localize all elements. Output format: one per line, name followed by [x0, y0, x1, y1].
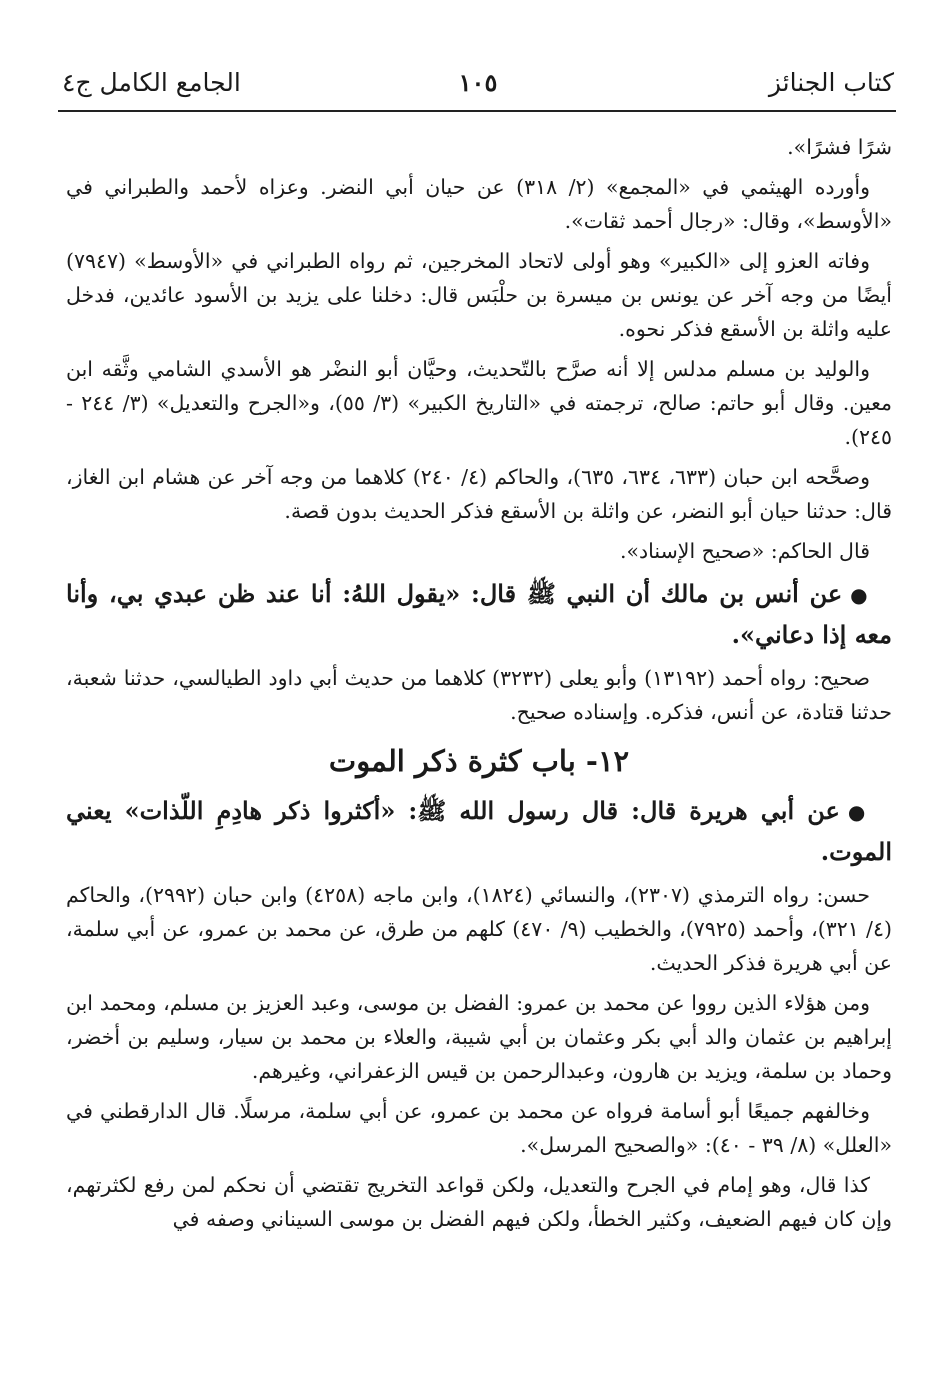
paragraph: كذا قال، وهو إمام في الجرح والتعديل، ولكن قواعد التخريج تقتضي أن نحكم لمن رفع لكثرتهم، وإن كان فيهم الضعيف، وكثير الخطأ، ولكن فيهم الفضل بن موسى السيناني وصفه في	[66, 1173, 892, 1231]
paragraph: وأورده الهيثمي في «المجمع» (٢/ ٣١٨) عن حيان أبي النضر. وعزاه لأحمد والطبراني في «الأوسط»، وقال: «رجال أحمد ثقات».	[66, 175, 892, 233]
page-body	[66, 130, 892, 1242]
bullet-icon: ●	[850, 583, 871, 607]
hadith-text	[66, 791, 892, 872]
paragraph: حسن: رواه الترمذي (٢٣٠٧)، والنسائي (١٨٢٤)، وابن ماجه (٤٢٥٨) وابن حبان (٢٩٩٢)، والحاكم (٤/ ٣٢١)، وأحمد (٧٩٢٥)، والخطيب (٩/ ٤٧٠) كلهم من طرق، عن محمد بن عمرو، عن أبي سلمة، عن أبي هريرة فذكر الحديث.	[66, 883, 892, 975]
chapter-heading: ١٢- باب كثرة ذكر الموت	[328, 744, 630, 778]
paragraph: شرًا فشرًا».	[787, 135, 892, 159]
paragraph: وفاته العزو إلى «الكبير» وهو أولى لاتحاد المخرجين، ثم رواه الطبراني في «الأوسط» (٧٩٤٧) أيضًا من وجه آخر عن يونس بن ميسرة بن حلْبَس قال: دخلنا على يزيد بن الأسود عائدين، فدخل عليه واثلة بن الأسقع فذكر نحوه.	[66, 249, 892, 341]
header-chapter-title: كتاب الجنائز	[768, 67, 894, 97]
page-number: ١٠٥	[458, 67, 498, 97]
hadith-1: عن أنس بن مالك أن النبي ﷺ قال: «يقول اللهُ: أنا عند ظن عبدي بي، وأنا معه إذا دعاني».	[66, 579, 892, 649]
hadith-2: عن أبي هريرة قال: قال رسول الله ﷺ: «أكثروا ذكر هادِمِ اللّذات» يعني الموت.	[66, 796, 892, 866]
header-book-title: الجامع الكامل ج٤	[62, 67, 241, 97]
page-header	[62, 62, 894, 102]
bullet-icon: ●	[847, 800, 870, 824]
paragraph: ومن هؤلاء الذين رووا عن محمد بن عمرو: الفضل بن موسى، وعبد العزيز بن مسلم، ومحمد ابن إبراهيم بن عثمان والد أبي بكر وعثمان بن أبي شيبة، والعلاء بن محمد بن سيار، وسليم بن أخضر، وحماد بن سلمة، ويزيد بن هارون، وعبدالرحمن بن قيس الزعفراني، وغيرهم.	[66, 991, 892, 1083]
paragraph: وصحَّحه ابن حبان (٦٣٣، ٦٣٤، ٦٣٥)، والحاكم (٤/ ٢٤٠) كلاهما من وجه آخر عن هشام ابن الغاز، قال: حدثنا حيان أبو النضر، عن واثلة بن الأسقع فذكر الحديث بدون قصة.	[66, 465, 892, 523]
paragraph: صحيح: رواه أحمد (١٣١٩٢) وأبو يعلى (٣٢٣٢) كلاهما من حديث أبي داود الطيالسي، حدثنا شعبة، حدثنا قتادة، عن أنس، فذكره. وإسناده صحيح.	[66, 666, 892, 724]
paragraph: والوليد بن مسلم مدلس إلا أنه صرَّح بالتّحديث، وحيَّان أبو النضْر هو الأسدي الشامي وثَّقه ابن معين. وقال أبو حاتم: صالح، ترجمته في «التاريخ الكبير» (٣/ ٥٥)، و«الجرح والتعديل» (٣/ ٢٤٤ - ٢٤٥).	[66, 357, 892, 449]
paragraph: قال الحاكم: «صحيح الإسناد».	[619, 539, 870, 563]
paragraph: وخالفهم جميعًا أبو أسامة فرواه عن محمد بن عمرو، عن أبي سلمة، مرسلًا. قال الدارقطني في «العلل» (٨/ ٣٩ - ٤٠): «والصحيح المرسل».	[66, 1099, 892, 1157]
hadith-text	[66, 574, 892, 655]
header-rule	[58, 110, 896, 112]
